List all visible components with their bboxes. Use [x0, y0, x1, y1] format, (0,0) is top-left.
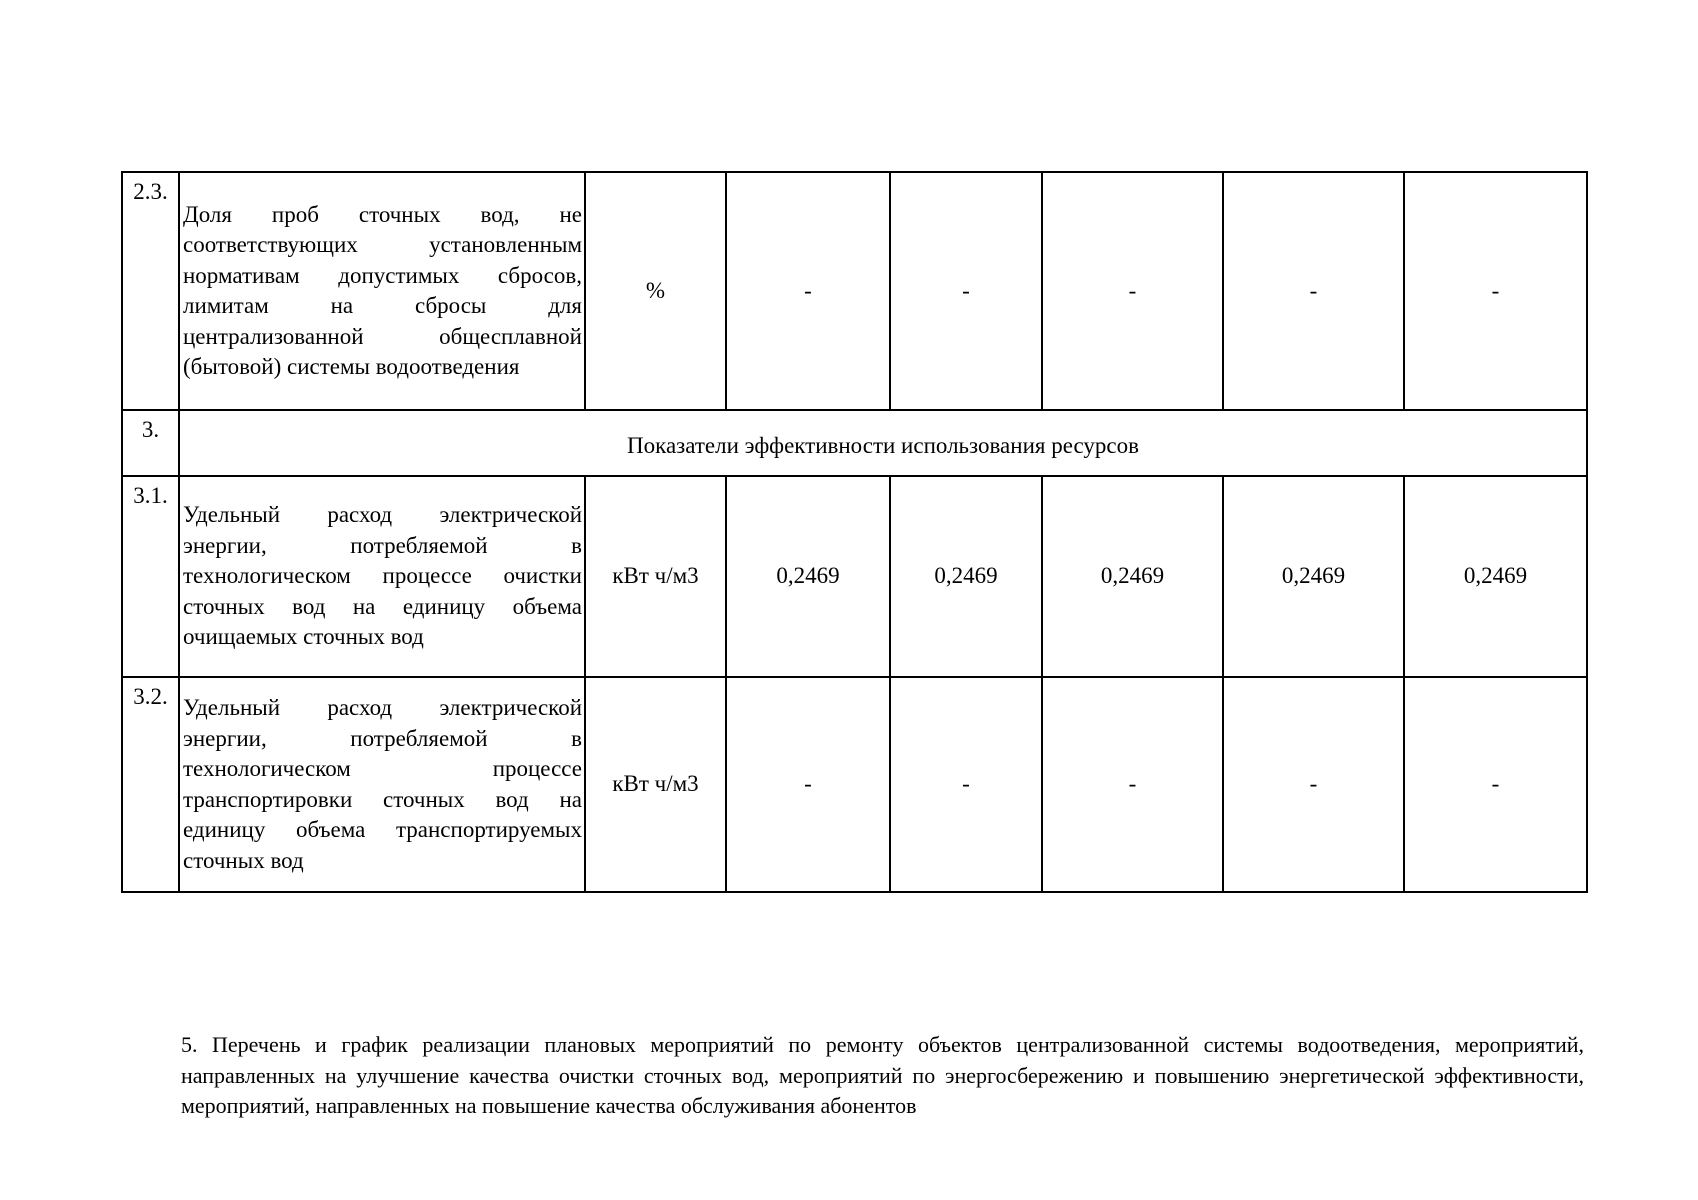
row-value: - — [726, 172, 890, 410]
row-value: - — [890, 172, 1042, 410]
section-row — [122, 410, 1587, 476]
row-value: - — [1404, 172, 1587, 410]
row-number: 3.1. — [122, 476, 179, 677]
row-value: 0,2469 — [890, 476, 1042, 677]
row-value: - — [890, 677, 1042, 892]
row-number: 3.2. — [122, 677, 179, 892]
row-value: - — [1042, 172, 1223, 410]
row-value: 0,2469 — [1404, 476, 1587, 677]
section-title: Показатели эффективности использования ресурсов — [179, 410, 1587, 476]
row-description: Доля проб сточных вод, не соответствующих установленным нормативам допустимых сбросов, лимитам на сбросы для централизованной общесплавной (бытовой) системы водоотведения — [179, 172, 585, 410]
row-value: 0,2469 — [726, 476, 890, 677]
row-value: 0,2469 — [1042, 476, 1223, 677]
row-value: - — [1042, 677, 1223, 892]
row-number: 2.3. — [122, 172, 179, 410]
row-value: 0,2469 — [1223, 476, 1404, 677]
row-number: 3. — [122, 410, 179, 476]
row-value: - — [1223, 172, 1404, 410]
row-unit: кВт ч/м3 — [585, 476, 726, 677]
row-value: - — [1223, 677, 1404, 892]
table-row — [122, 677, 1587, 892]
indicators-table — [121, 171, 1588, 893]
row-value: - — [1404, 677, 1587, 892]
section-5-paragraph: 5. Перечень и график реализации плановых мероприятий по ремонту объектов централизованной системы водоотведения, мероприятий, направленных на улучшение качества очистки сточных вод, мероприятий по энергосбережению и повышению энергетической эффективности, мероприятий, направленных на повышение качества обслуживания абонентов — [181, 1032, 1584, 1118]
table-row — [122, 476, 1587, 677]
row-unit: кВт ч/м3 — [585, 677, 726, 892]
row-value: - — [726, 677, 890, 892]
row-description: Удельный расход электрической энергии, потребляемой в технологическом процессе очистки сточных вод на единицу объема очищаемых сточных вод — [179, 476, 585, 677]
row-description: Удельный расход электрической энергии, потребляемой в технологическом процессе транспортировки сточных вод на единицу объема транспортируемых сточных вод — [179, 677, 585, 892]
table-row — [122, 172, 1587, 410]
row-unit: % — [585, 172, 726, 410]
